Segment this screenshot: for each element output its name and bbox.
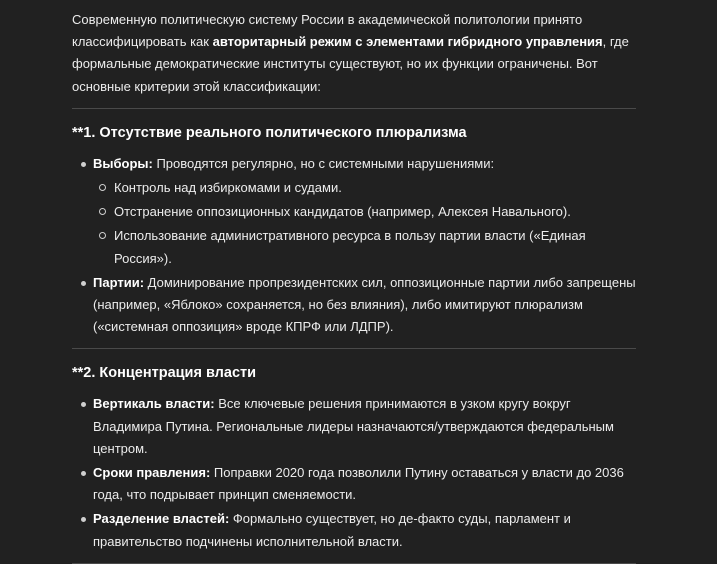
intro-bold-term: авторитарный режим с элементами гибридного управления: [212, 34, 603, 50]
section-heading-1: **1. Отсутствие реального политического плюрализма: [72, 124, 467, 141]
elections-sublist: [93, 177, 636, 270]
list-item-terms: [72, 462, 636, 506]
list-item-vertical-power: [72, 393, 636, 460]
section-heading-2: **2. Концентрация власти: [72, 365, 257, 382]
intro-text-2: , где формальные демократические институты существуют, но их функции ограничены. Вот основные критерии этой классификации:: [72, 34, 629, 94]
divider: [72, 108, 636, 109]
section-2-list: [72, 393, 636, 552]
list-item-text: Поправки 2020 года позволили Путину оставаться у власти до 2036 года, что подрывает принцип сменяемости.: [93, 465, 624, 503]
list-item-text: Все ключевые решения принимаются в узком кругу вокруг Владимира Путина. Региональные лидеры назначаются/утверждаются федеральным центром.: [93, 396, 614, 456]
chat-message-content: [72, 9, 636, 564]
list-item-text: Формально существует, но де-факто суды, парламент и правительство подчинены исполнительной власти.: [93, 511, 571, 549]
list-item-elections: [72, 153, 636, 270]
divider: [72, 348, 636, 349]
sublist-item: Контроль над избиркомами и судами.: [93, 177, 636, 199]
list-item-parties: [72, 272, 636, 339]
list-item-separation-of-powers: [72, 508, 636, 552]
list-item-text: Проводятся регулярно, но с системными нарушениями:: [152, 155, 495, 171]
list-item-label: Разделение властей:: [93, 511, 230, 527]
intro-text-1: Современную политическую систему России в академической политологии принято классифицировать как: [72, 12, 583, 50]
sublist-item: Отстранение оппозиционных кандидатов (например, Алексея Навального).: [93, 201, 636, 223]
intro-paragraph: [72, 9, 636, 98]
sublist-item: Использование административного ресурса в пользу партии власти («Единая Россия»).: [93, 225, 636, 269]
section-1-list: [72, 153, 636, 339]
list-item-label: Выборы:: [93, 155, 153, 171]
list-item-label: Партии:: [93, 274, 145, 290]
list-item-text: Доминирование пропрезидентских сил, оппозиционные партии либо запрещены (например, «Яблоко» сохраняется, но без влияния), либо имитируют плюрализм («системная оппозиция» вроде КПРФ или ЛДПР).: [93, 274, 636, 335]
list-item-label: Вертикаль власти:: [93, 396, 215, 412]
list-item-label: Сроки правления:: [93, 465, 211, 481]
